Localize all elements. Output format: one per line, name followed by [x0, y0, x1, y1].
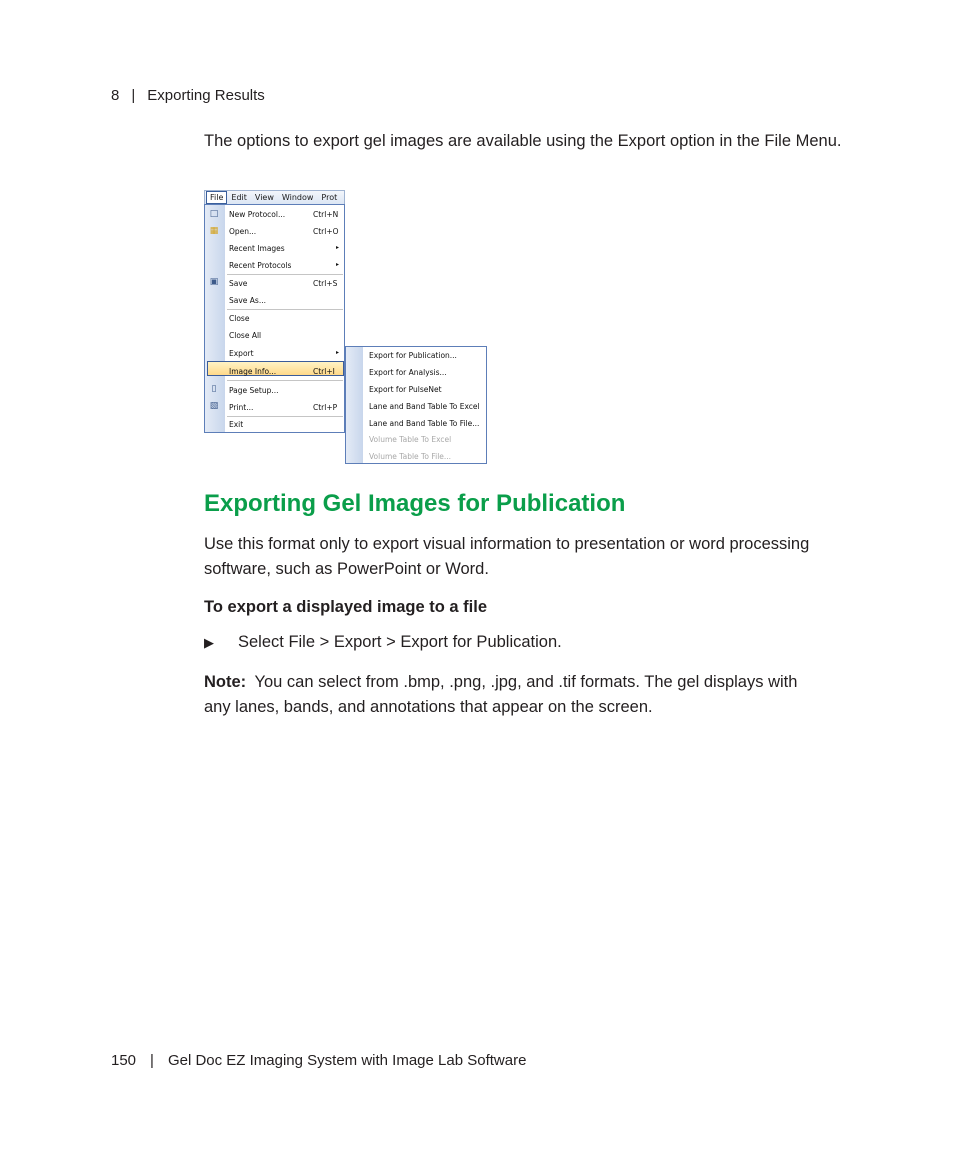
- menu-item-new-protocol[interactable]: New Protocol... Ctrl+N: [229, 210, 339, 219]
- menu-item-recent-protocols[interactable]: Recent Protocols ▸: [229, 261, 340, 270]
- menu-separator: [227, 416, 343, 417]
- menu-item-open[interactable]: Open... Ctrl+O: [229, 227, 339, 236]
- export-submenu: [345, 346, 487, 464]
- menu-item-page-setup[interactable]: Page Setup...: [229, 386, 279, 395]
- menu-separator: [227, 309, 343, 310]
- submenu-item-volume-file: Volume Table To File...: [369, 452, 452, 461]
- step-text: Select File > Export > Export for Publication.: [238, 633, 562, 651]
- open-folder-icon: ▦: [209, 226, 219, 236]
- intro-paragraph: The options to export gel images are available using the Export option in the File Menu.: [204, 132, 842, 150]
- submenu-arrow-icon: ▸: [336, 349, 340, 356]
- header-divider: |: [131, 87, 136, 104]
- menubar: [204, 190, 345, 205]
- page-setup-icon: ▯: [211, 384, 217, 394]
- menu-item-save-as[interactable]: Save As...: [229, 296, 266, 305]
- shortcut: Ctrl+I: [313, 367, 335, 376]
- submenu-item-lane-band-file[interactable]: Lane and Band Table To File...: [369, 419, 480, 428]
- submenu-arrow-icon: ▸: [336, 261, 340, 268]
- footer-title: Gel Doc EZ Imaging System with Image Lab Software: [167, 1052, 527, 1069]
- section-title: Exporting Gel Images for Publication: [204, 490, 626, 517]
- submenu-item-export-publication[interactable]: Export for Publication...: [369, 351, 457, 360]
- header-page-number: 8: [111, 87, 120, 104]
- procedure-heading: To export a displayed image to a file: [204, 598, 488, 616]
- bullet-arrow-icon: ▶: [204, 635, 214, 650]
- menu-file[interactable]: File: [206, 191, 227, 204]
- submenu-item-export-pulsenet[interactable]: Export for PulseNet: [369, 385, 442, 394]
- page-header: [111, 87, 265, 104]
- save-disk-icon: ▣: [209, 277, 219, 287]
- submenu-item-lane-band-excel[interactable]: Lane and Band Table To Excel: [369, 402, 480, 411]
- submenu-arrow-icon: ▸: [336, 244, 340, 251]
- section-paragraph: Use this format only to export visual information to presentation or word processing software, such as PowerPoint or Word.: [204, 535, 810, 578]
- menu-separator: [227, 274, 343, 275]
- footer-divider: |: [150, 1052, 154, 1069]
- menu-gutter: [346, 347, 363, 463]
- footer-page-number: 150: [111, 1052, 137, 1069]
- menu-separator: [227, 380, 343, 381]
- printer-icon: ▧: [209, 401, 219, 411]
- menu-item-close-all[interactable]: Close All: [229, 331, 262, 340]
- menu-edit[interactable]: Edit: [231, 193, 247, 202]
- menu-item-print[interactable]: Print... Ctrl+P: [229, 403, 338, 412]
- shortcut: Ctrl+N: [313, 210, 339, 219]
- menu-item-close[interactable]: Close: [229, 314, 250, 323]
- note-text: You can select from .bmp, .png, .jpg, and .tif formats. The gel displays with any lanes, bands, and annotations that appear on the screen.: [204, 673, 798, 716]
- menu-item-exit[interactable]: Exit: [229, 420, 244, 429]
- submenu-item-export-analysis[interactable]: Export for Analysis...: [369, 368, 447, 377]
- menu-item-export[interactable]: Export ▸: [229, 349, 340, 358]
- menu-window[interactable]: Window: [281, 193, 314, 202]
- note-label: Note:: [204, 673, 247, 691]
- menu-item-save[interactable]: Save Ctrl+S: [229, 279, 338, 288]
- menu-item-recent-images[interactable]: Recent Images ▸: [229, 244, 340, 253]
- page-footer: [111, 1052, 526, 1069]
- header-chapter: Exporting Results: [147, 87, 265, 104]
- menu-gutter: [205, 205, 225, 432]
- shortcut: Ctrl+P: [313, 403, 338, 412]
- menu-view[interactable]: View: [254, 193, 274, 202]
- file-menu-screenshot: [204, 190, 488, 465]
- shortcut: Ctrl+O: [313, 227, 339, 236]
- submenu-item-volume-excel: Volume Table To Excel: [369, 435, 452, 444]
- file-menu: [204, 204, 345, 433]
- menu-protocol[interactable]: Prot: [321, 193, 338, 202]
- procedure-step: [204, 633, 562, 652]
- note: [204, 670, 814, 720]
- shortcut: Ctrl+S: [313, 279, 338, 288]
- menu-item-image-info[interactable]: Image Info... Ctrl+I: [229, 367, 335, 376]
- new-document-icon: □: [209, 209, 219, 219]
